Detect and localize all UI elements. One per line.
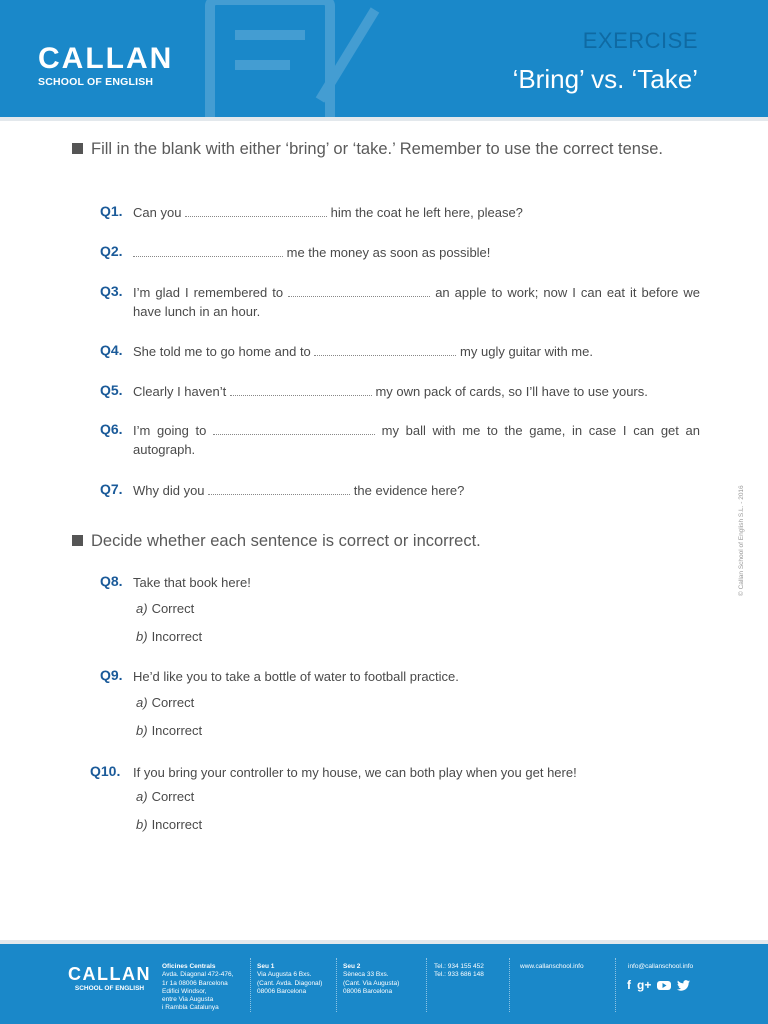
question-number: Q9. <box>100 667 123 683</box>
notepad-pencil-icon <box>190 0 390 117</box>
google-plus-icon[interactable]: g+ <box>637 978 652 992</box>
answer-blank[interactable] <box>213 422 375 435</box>
footer-phones <box>434 963 484 980</box>
question-text-after: him the coat he left here, please? <box>330 205 523 220</box>
option-label: Correct <box>151 789 195 804</box>
address-line: i Rambla Catalunya <box>162 1004 219 1012</box>
header-divider <box>0 117 768 121</box>
option-letter: a) <box>136 789 148 804</box>
section-heading-text: Fill in the blank with either ‘bring’ or ‘take.’ Remember to use the correct tense. <box>91 140 663 158</box>
phone-number[interactable]: Tel.: 933 686 148 <box>434 971 484 979</box>
option-q9-a[interactable] <box>136 695 194 710</box>
question-number: Q7. <box>100 481 123 497</box>
question-q5 <box>100 382 700 401</box>
address-line: (Cant. Via Augusta) <box>343 979 400 987</box>
question-text-after: my ugly guitar with me. <box>460 344 593 359</box>
option-label: Incorrect <box>151 629 203 644</box>
question-number: Q10. <box>90 763 121 779</box>
question-number: Q2. <box>100 243 123 259</box>
question-q6 <box>100 421 700 459</box>
question-q7 <box>100 481 700 500</box>
option-label: Correct <box>151 695 195 710</box>
footer-email[interactable]: info@callanschool.info <box>628 963 694 970</box>
question-text-before: I’m going to <box>133 423 207 438</box>
office-title: Oficines Centrals <box>162 963 216 970</box>
answer-blank[interactable] <box>230 383 372 396</box>
address-line: Via Augusta 6 Bxs. <box>257 971 312 979</box>
section-heading-text: Decide whether each sentence is correct or incorrect. <box>91 532 481 550</box>
page-header <box>0 0 768 117</box>
question-number: Q6. <box>100 421 123 437</box>
footer-separator <box>509 958 510 1012</box>
option-q8-b[interactable] <box>136 629 202 644</box>
option-q10-b[interactable] <box>136 817 202 832</box>
footer-logo-wordmark: CALLAN <box>68 964 151 984</box>
section-heading-choice <box>72 530 721 553</box>
logo-wordmark: CALLAN <box>38 42 174 75</box>
option-letter: b) <box>136 723 148 738</box>
footer-office-seu2 <box>343 963 399 996</box>
question-text-after: my own pack of cards, so I’ll have to use yours. <box>375 384 648 399</box>
option-label: Correct <box>151 601 195 616</box>
question-text-before: She told me to go home and to <box>133 344 311 359</box>
option-label: Incorrect <box>151 817 203 832</box>
question-q10 <box>90 763 690 782</box>
question-q2 <box>100 243 700 262</box>
option-q10-a[interactable] <box>136 789 194 804</box>
footer-logo-subtitle: SCHOOL OF ENGLISH <box>74 985 145 992</box>
answer-blank[interactable] <box>185 204 327 217</box>
youtube-icon[interactable] <box>657 980 671 991</box>
question-text: Take that book here! <box>133 575 251 590</box>
address-line: 08006 Barcelona <box>257 987 307 995</box>
square-bullet-icon <box>72 143 83 154</box>
address-line: entre Via Augusta <box>162 996 214 1004</box>
question-text-after: an apple to work; now I can eat it before we have lunch in an hour. <box>133 285 700 319</box>
footer-office-seu1 <box>257 963 322 996</box>
office-title: Seu 1 <box>257 963 275 970</box>
question-text-before: Why did you <box>133 483 205 498</box>
option-label: Incorrect <box>151 723 203 738</box>
callan-logo[interactable] <box>38 44 173 88</box>
section-heading-fill <box>72 138 721 161</box>
footer-website[interactable]: www.callanschool.info <box>520 963 584 970</box>
address-line: Sèneca 33 Bxs. <box>343 971 389 979</box>
question-q1 <box>100 203 700 222</box>
answer-blank[interactable] <box>208 482 350 495</box>
facebook-icon[interactable]: f <box>627 978 631 992</box>
twitter-icon[interactable] <box>677 980 690 991</box>
exercise-label: EXERCISE <box>582 28 698 53</box>
question-number: Q4. <box>100 342 123 358</box>
footer-separator <box>426 958 427 1012</box>
question-text-after: my ball with me to the game, in case I can get an autograph. <box>133 423 701 457</box>
question-number: Q3. <box>100 283 123 299</box>
address-line: Avda. Diagonal 472-476, <box>162 971 234 979</box>
question-q8 <box>100 573 700 592</box>
square-bullet-icon <box>72 535 83 546</box>
option-letter: a) <box>136 695 148 710</box>
question-number: Q8. <box>100 573 123 589</box>
logo-subtitle: SCHOOL OF ENGLISH <box>38 76 154 88</box>
side-copyright: © Callan School of English S.L. - 2016 <box>738 485 745 596</box>
option-q8-a[interactable] <box>136 601 194 616</box>
phone-number[interactable]: Tel.: 934 155 452 <box>434 963 484 970</box>
address-line: 1r 1a 08006 Barcelona <box>162 979 228 987</box>
address-line: Edifici Windsor, <box>162 987 207 995</box>
question-text-after: the evidence here? <box>353 483 465 498</box>
address-line: (Cant. Avda. Diagonal) <box>257 979 323 987</box>
footer-separator <box>250 958 251 1012</box>
footer-logo[interactable] <box>68 965 151 992</box>
footer-separator <box>615 958 616 1012</box>
page-footer <box>0 944 768 1024</box>
question-number: Q1. <box>100 203 123 219</box>
question-text: He’d like you to take a bottle of water to football practice. <box>133 669 459 684</box>
option-letter: b) <box>136 629 148 644</box>
question-text: If you bring your controller to my house, we can both play when you get here! <box>133 765 577 780</box>
answer-blank[interactable] <box>314 343 456 356</box>
answer-blank[interactable] <box>288 284 430 297</box>
question-q9 <box>100 667 700 686</box>
option-letter: a) <box>136 601 148 616</box>
address-line: 08006 Barcelona <box>343 987 393 995</box>
exercise-title: ‘Bring’ vs. ‘Take’ <box>512 64 698 94</box>
question-number: Q5. <box>100 382 123 398</box>
question-text-after: me the money as soon as possible! <box>286 245 491 260</box>
footer-office-central <box>162 963 233 1013</box>
answer-blank[interactable] <box>133 244 283 257</box>
question-text-before: Clearly I haven’t <box>133 384 227 399</box>
question-text-before: Can you <box>133 205 182 220</box>
option-letter: b) <box>136 817 148 832</box>
office-title: Seu 2 <box>343 963 361 970</box>
footer-separator <box>336 958 337 1012</box>
option-q9-b[interactable] <box>136 723 202 738</box>
question-text-before: I’m glad I remembered to <box>133 285 284 300</box>
question-q3 <box>100 283 700 321</box>
question-q4 <box>100 342 700 361</box>
social-icons <box>627 978 690 992</box>
